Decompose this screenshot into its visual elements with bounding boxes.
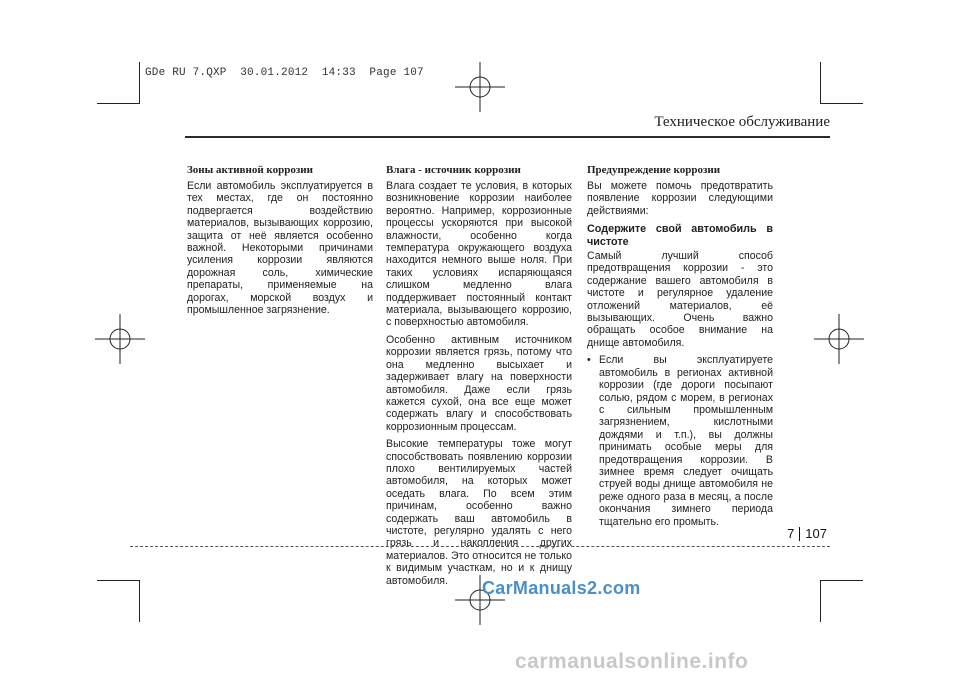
col3-subheading: Содержите свой автомобиль в чистоте [587, 223, 773, 248]
col2-heading: Влага - источник коррозии [386, 164, 521, 176]
col3-heading: Предупреждение коррозии [587, 164, 721, 176]
print-slug: GDe RU 7.QXP 30.01.2012 14:33 Page 107 [145, 67, 424, 79]
registration-mark-top-icon [455, 62, 505, 112]
registration-mark-left-icon [95, 314, 145, 364]
registration-mark-right-icon [814, 314, 864, 364]
chapter-number: 7 [787, 526, 795, 541]
col1-paragraph-1: Если автомобиль эксплуатируется в тех местах, где он постоянно подвергается воздействию материалов, вызывающих коррозию, защита от неё является особенно важной. Некоторыми причинами усиления коррозии являются дорожная соль, химические препараты, применяемые на дорогах, морской воздух и промышленное загрязнение. [187, 180, 373, 317]
section-title: Техническое обслуживание [654, 114, 830, 130]
watermark-carmanualsonline: carmanualsonline.info [515, 650, 749, 673]
col3-paragraph-1: Вы можете помочь предотвратить появление коррозии следующими действиями: [587, 180, 773, 217]
bullet-dot-icon: • [587, 354, 591, 367]
header-rule [185, 136, 830, 138]
col2-paragraph-3: Высокие температуры тоже могут способствовать появлению коррозии плохо вентилируемых частей автомобиля, на которых может оседать влага. По всем этим причинам, особенно важно содержать ваш автомобиль в чистоте, регулярно удалять с него грязь и накопления других материалов. Это относится не только к видимым участкам, но и к днищу автомобиля. [386, 438, 572, 587]
column-3 [587, 164, 773, 528]
col2-paragraph-1: Влага создает те условия, в которых возникновение коррозии наиболее вероятно. Например, коррозионные процессы ускоряются при высокой влажности, особенно когда температура окружающего воздуха находится немного выше ноля. При таких условиях испаряющаяся слишком медленно влага поддерживает постоянный контакт материала, вызывающего коррозию, с поверхностью автомобиля. [386, 180, 572, 329]
col2-paragraph-2: Особенно активным источником коррозии является грязь, потому что она медленно высыхает и задерживает влагу на поверхности автомобиля. Даже если грязь кажется сухой, она все еще может содержать влагу и способствовать коррозионным процессам. [386, 333, 572, 433]
page-number-divider [799, 527, 800, 541]
watermark-carmanuals2: CarManuals2.com [482, 578, 641, 598]
column-1 [187, 164, 373, 321]
page-number-value: 107 [805, 526, 827, 541]
col3-bullet-item [587, 354, 773, 528]
col1-heading: Зоны активной коррозии [187, 164, 313, 176]
page-number [787, 526, 827, 541]
column-2 [386, 164, 572, 592]
col3-bullet-text: Если вы эксплуатируете автомобиль в регионах активной коррозии (где дороги посыпают солью, рядом с морем, в регионах с сильным промышленным загрязнением, кислотными дождями и т.п.), вы должны принимать особые меры для предотвращения коррозии. В зимнее время следует очищать струей воды днище автомобиля не реже одного раза в месяц, а после окончания зимнего периода тщательно его промыть. [599, 354, 773, 528]
footer-dashed-rule [130, 546, 830, 547]
col3-paragraph-2: Самый лучший способ предотвращения коррозии - это содержание вашего автомобиля в чистоте и регулярное удаление отложений материалов, её вызывающих. Очень важно обращать особое внимание на днище автомобиля. [587, 250, 773, 349]
